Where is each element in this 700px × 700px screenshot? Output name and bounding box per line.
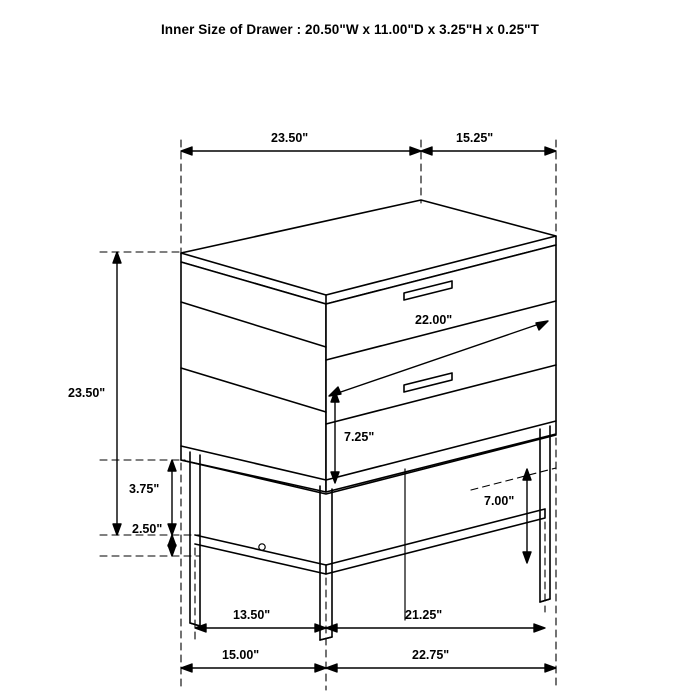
dimension-label-overall-height: 23.50" bbox=[68, 386, 106, 400]
dimension-label-base-rail-height: 3.75" bbox=[129, 482, 160, 496]
cabinet-front-face bbox=[181, 262, 326, 492]
page-title: Inner Size of Drawer : 20.50"W x 11.00"D x 3.25"H x 0.25"T bbox=[160, 22, 540, 37]
dimension-label-side-overall-depth: 22.75" bbox=[412, 648, 450, 662]
stretcher-front bbox=[195, 535, 326, 574]
dimension-label-side-base-height: 7.00" bbox=[484, 494, 515, 508]
dimension-label-drawer-stack-height: 7.25" bbox=[344, 430, 375, 444]
dimension-label-side-leg-span: 21.25" bbox=[405, 608, 443, 622]
stretcher-bolt bbox=[259, 544, 265, 550]
stretcher-side bbox=[326, 509, 545, 574]
dimension-label-leg-clearance: 2.50" bbox=[132, 522, 163, 536]
dimension-label-front-overall-width: 15.00" bbox=[222, 648, 260, 662]
dimension-label-top-front-width: 23.50" bbox=[271, 131, 309, 145]
dimension-label-top-side-depth: 15.25" bbox=[456, 131, 494, 145]
dimension-label-drawer-face-width: 22.00" bbox=[415, 313, 453, 327]
dimension-label-front-leg-span: 13.50" bbox=[233, 608, 271, 622]
